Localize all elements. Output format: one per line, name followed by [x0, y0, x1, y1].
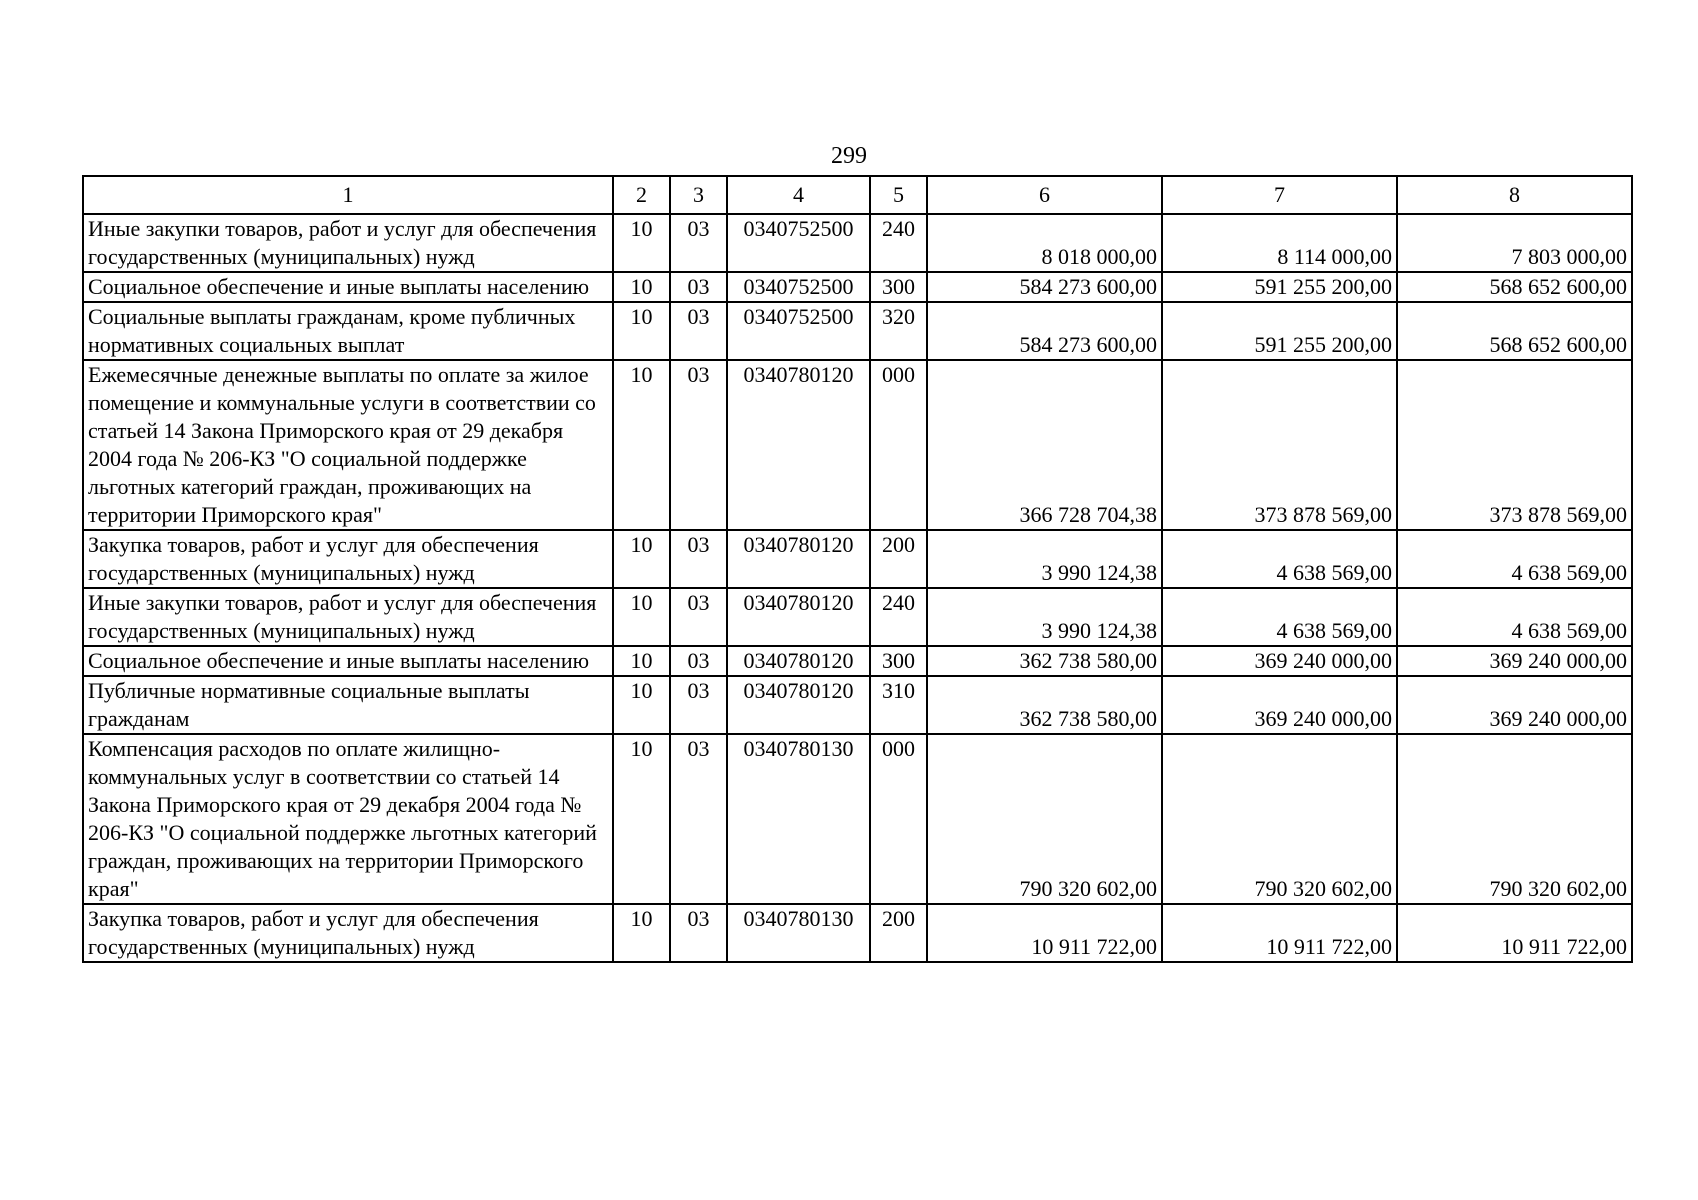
table-row — [83, 676, 1632, 734]
amount-col-8: 4 638 569,00 — [1397, 588, 1632, 646]
subsection-code: 03 — [670, 588, 727, 646]
section-code: 10 — [613, 734, 670, 904]
expense-type-code: 300 — [870, 272, 927, 302]
amount-col-7: 8 114 000,00 — [1162, 214, 1397, 272]
target-article-code: 0340752500 — [727, 272, 870, 302]
expense-type-code: 240 — [870, 214, 927, 272]
expense-name: Иные закупки товаров, работ и услуг для обеспечения государственных (муниципальных) нужд — [83, 588, 613, 646]
amount-col-6: 362 738 580,00 — [927, 646, 1162, 676]
target-article-code: 0340752500 — [727, 302, 870, 360]
expense-type-code: 310 — [870, 676, 927, 734]
expense-name: Публичные нормативные социальные выплаты гражданам — [83, 676, 613, 734]
subsection-code: 03 — [670, 904, 727, 962]
amount-col-7: 373 878 569,00 — [1162, 360, 1397, 530]
amount-col-7: 369 240 000,00 — [1162, 646, 1397, 676]
amount-col-6: 362 738 580,00 — [927, 676, 1162, 734]
amount-col-6: 366 728 704,38 — [927, 360, 1162, 530]
section-code: 10 — [613, 214, 670, 272]
table-row — [83, 302, 1632, 360]
expense-type-code: 000 — [870, 734, 927, 904]
target-article-code: 0340780120 — [727, 588, 870, 646]
expense-name: Закупка товаров, работ и услуг для обеспечения государственных (муниципальных) нужд — [83, 530, 613, 588]
section-code: 10 — [613, 676, 670, 734]
table-row — [83, 530, 1632, 588]
amount-col-8: 369 240 000,00 — [1397, 646, 1632, 676]
expense-type-code: 200 — [870, 530, 927, 588]
subsection-code: 03 — [670, 272, 727, 302]
target-article-code: 0340780120 — [727, 646, 870, 676]
amount-col-6: 790 320 602,00 — [927, 734, 1162, 904]
expense-name: Иные закупки товаров, работ и услуг для обеспечения государственных (муниципальных) нужд — [83, 214, 613, 272]
column-header: 8 — [1397, 176, 1632, 214]
subsection-code: 03 — [670, 676, 727, 734]
expense-type-code: 300 — [870, 646, 927, 676]
amount-col-7: 10 911 722,00 — [1162, 904, 1397, 962]
column-header: 3 — [670, 176, 727, 214]
subsection-code: 03 — [670, 302, 727, 360]
target-article-code: 0340780120 — [727, 676, 870, 734]
expense-type-code: 200 — [870, 904, 927, 962]
subsection-code: 03 — [670, 214, 727, 272]
budget-table — [82, 175, 1633, 963]
amount-col-8: 369 240 000,00 — [1397, 676, 1632, 734]
amount-col-8: 4 638 569,00 — [1397, 530, 1632, 588]
subsection-code: 03 — [670, 530, 727, 588]
column-header: 7 — [1162, 176, 1397, 214]
amount-col-8: 10 911 722,00 — [1397, 904, 1632, 962]
amount-col-8: 568 652 600,00 — [1397, 302, 1632, 360]
amount-col-8: 373 878 569,00 — [1397, 360, 1632, 530]
target-article-code: 0340780130 — [727, 904, 870, 962]
table-row — [83, 360, 1632, 530]
expense-name: Закупка товаров, работ и услуг для обеспечения государственных (муниципальных) нужд — [83, 904, 613, 962]
column-header: 1 — [83, 176, 613, 214]
subsection-code: 03 — [670, 360, 727, 530]
target-article-code: 0340780120 — [727, 530, 870, 588]
expense-name: Социальное обеспечение и иные выплаты населению — [83, 272, 613, 302]
amount-col-7: 790 320 602,00 — [1162, 734, 1397, 904]
table-row — [83, 272, 1632, 302]
amount-col-6: 8 018 000,00 — [927, 214, 1162, 272]
amount-col-6: 10 911 722,00 — [927, 904, 1162, 962]
header-row — [83, 176, 1632, 214]
amount-col-7: 591 255 200,00 — [1162, 302, 1397, 360]
section-code: 10 — [613, 904, 670, 962]
column-header: 2 — [613, 176, 670, 214]
section-code: 10 — [613, 360, 670, 530]
amount-col-7: 4 638 569,00 — [1162, 530, 1397, 588]
amount-col-6: 3 990 124,38 — [927, 588, 1162, 646]
expense-type-code: 000 — [870, 360, 927, 530]
amount-col-6: 3 990 124,38 — [927, 530, 1162, 588]
target-article-code: 0340780130 — [727, 734, 870, 904]
amount-col-8: 790 320 602,00 — [1397, 734, 1632, 904]
column-header: 4 — [727, 176, 870, 214]
amount-col-6: 584 273 600,00 — [927, 272, 1162, 302]
section-code: 10 — [613, 646, 670, 676]
target-article-code: 0340780120 — [727, 360, 870, 530]
subsection-code: 03 — [670, 646, 727, 676]
amount-col-7: 591 255 200,00 — [1162, 272, 1397, 302]
column-header: 5 — [870, 176, 927, 214]
target-article-code: 0340752500 — [727, 214, 870, 272]
amount-col-6: 584 273 600,00 — [927, 302, 1162, 360]
column-header: 6 — [927, 176, 1162, 214]
amount-col-8: 7 803 000,00 — [1397, 214, 1632, 272]
expense-name: Ежемесячные денежные выплаты по оплате за жилое помещение и коммунальные услуги в соответствии со статьей 14 Закона Приморского края от 29 декабря 2004 года № 206-КЗ "О социальной поддержке льготных категорий граждан, проживающих на территории Приморского края" — [83, 360, 613, 530]
expense-type-code: 240 — [870, 588, 927, 646]
table-row — [83, 646, 1632, 676]
amount-col-7: 4 638 569,00 — [1162, 588, 1397, 646]
section-code: 10 — [613, 588, 670, 646]
amount-col-8: 568 652 600,00 — [1397, 272, 1632, 302]
table-row — [83, 214, 1632, 272]
section-code: 10 — [613, 530, 670, 588]
page-number: 299 — [831, 143, 867, 169]
table-row — [83, 588, 1632, 646]
amount-col-7: 369 240 000,00 — [1162, 676, 1397, 734]
section-code: 10 — [613, 272, 670, 302]
section-code: 10 — [613, 302, 670, 360]
expense-type-code: 320 — [870, 302, 927, 360]
expense-name: Социальные выплаты гражданам, кроме публичных нормативных социальных выплат — [83, 302, 613, 360]
subsection-code: 03 — [670, 734, 727, 904]
table-row — [83, 904, 1632, 962]
table-row — [83, 734, 1632, 904]
expense-name: Компенсация расходов по оплате жилищно-коммунальных услуг в соответствии со статьей 14 Закона Приморского края от 29 декабря 2004 года № 206-КЗ "О социальной поддержке льготных категорий граждан, проживающих на территории Приморского края" — [83, 734, 613, 904]
expense-name: Социальное обеспечение и иные выплаты населению — [83, 646, 613, 676]
